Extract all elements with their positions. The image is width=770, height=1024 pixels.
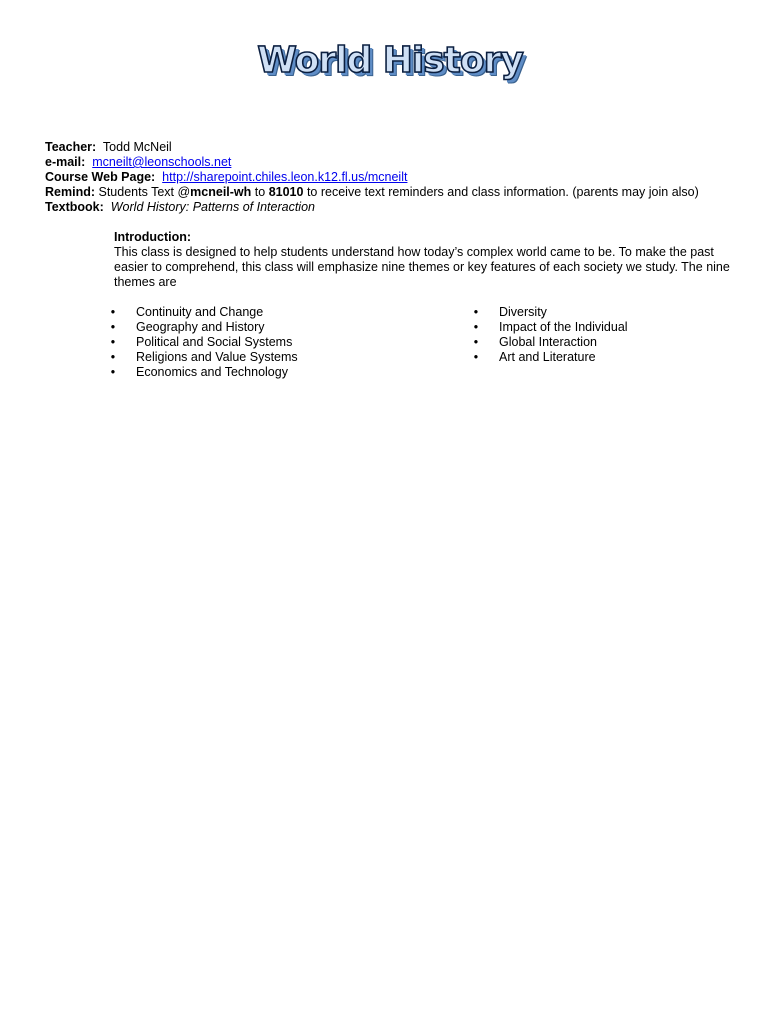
theme-label: Art and Literature (499, 350, 596, 364)
theme-list-item (471, 350, 628, 365)
theme-list-item (108, 335, 298, 350)
bullet-icon: • (110, 335, 116, 349)
remind-label: Remind: (45, 185, 95, 199)
theme-list-item (108, 350, 298, 365)
textbook-title: World History: Patterns of Interaction (110, 200, 315, 214)
bullet-icon: • (110, 305, 116, 319)
themes-column-right (471, 305, 628, 365)
theme-list-item (108, 320, 298, 335)
course-info (45, 140, 699, 215)
bullet-icon: • (473, 350, 479, 364)
email-link[interactable]: mcneilt@leonschools.net (92, 155, 232, 169)
remind-line (45, 185, 699, 200)
remind-number: 81010 (268, 185, 304, 199)
themes-column-left (108, 305, 298, 380)
email-line (45, 155, 699, 170)
remind-text-start: Students Text @ (98, 185, 191, 199)
theme-list-item (471, 305, 628, 320)
bullet-icon: • (473, 305, 479, 319)
introduction-section (114, 230, 734, 290)
introduction-paragraph: This class is designed to help students understand how today’s complex world came to be. To make the past easier to comprehend, this class will emphasize nine themes or key features of each society we study. The nine themes are (114, 245, 730, 289)
remind-text-end: to receive text reminders and class information. (parents may join also) (306, 185, 699, 199)
textbook-label: Textbook: (45, 200, 104, 214)
webpage-label: Course Web Page: (45, 170, 156, 184)
theme-label: Diversity (499, 305, 547, 319)
theme-label: Impact of the Individual (499, 320, 628, 334)
textbook-line (45, 200, 699, 215)
teacher-name: Todd McNeil (102, 140, 172, 154)
theme-list-item (471, 320, 628, 335)
theme-list-item (108, 305, 298, 320)
teacher-line (45, 140, 699, 155)
bullet-icon: • (473, 335, 479, 349)
remind-text-to: to (254, 185, 266, 199)
theme-label: Global Interaction (499, 335, 597, 349)
theme-label: Economics and Technology (136, 365, 288, 379)
remind-class-code: mcneil-wh (190, 185, 252, 199)
webpage-line (45, 170, 699, 185)
bullet-icon: • (473, 320, 479, 334)
bullet-icon: • (110, 350, 116, 364)
webpage-link[interactable]: http://sharepoint.chiles.leon.k12.fl.us/mcneilt (162, 170, 408, 184)
page-title: World History (257, 40, 523, 81)
theme-label: Religions and Value Systems (136, 350, 298, 364)
email-label: e-mail: (45, 155, 86, 169)
theme-list-item (471, 335, 628, 350)
theme-list-item (108, 365, 298, 380)
introduction-heading: Introduction: (114, 230, 192, 244)
theme-label: Political and Social Systems (136, 335, 293, 349)
bullet-icon: • (110, 320, 116, 334)
bullet-icon: • (110, 365, 116, 379)
theme-label: Geography and History (136, 320, 265, 334)
theme-label: Continuity and Change (136, 305, 264, 319)
teacher-label: Teacher: (45, 140, 97, 154)
